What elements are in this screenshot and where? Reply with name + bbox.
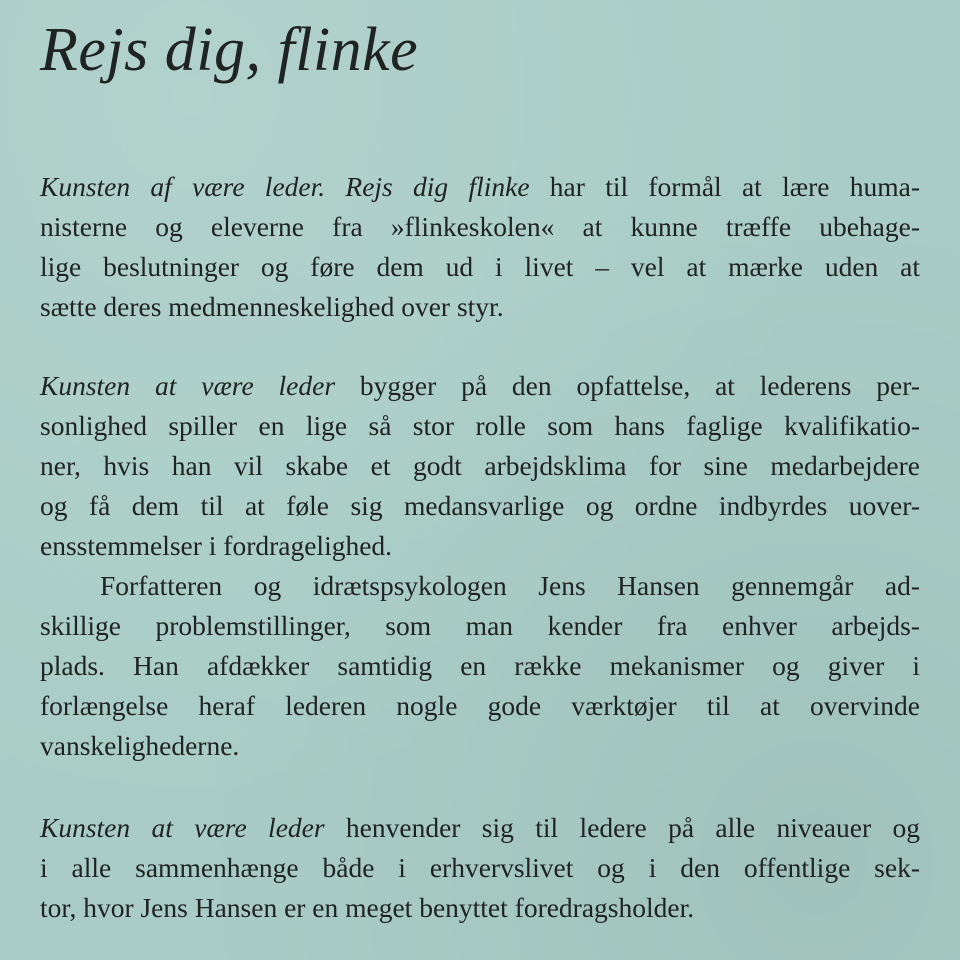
text-line: lige beslutninger og føre dem ud i livet – vel at mærke uden at bbox=[40, 251, 920, 283]
text-line: skillige problemstillinger, som man kender fra enhver arbejds- bbox=[40, 610, 920, 642]
text-line: i alle sammenhænge både i erhvervslivet og i den offentlige sek- bbox=[40, 852, 920, 884]
italic-book-title: Kunsten at være leder bbox=[40, 370, 336, 402]
text-line: sonlighed spiller en lige så stor rolle som hans faglige kvalifikatio- bbox=[40, 410, 920, 442]
text-line bbox=[40, 366, 920, 406]
paragraph-4 bbox=[40, 808, 920, 928]
paragraph-1 bbox=[40, 167, 920, 327]
text-span: har til formål at lære huma- bbox=[529, 171, 920, 203]
text-line: forlængelse heraf lederen nogle gode værktøjer til at overvinde bbox=[40, 690, 920, 722]
text-line: nisterne og eleverne fra »flinkeskolen« at kunne træffe ubehage- bbox=[40, 211, 920, 243]
text-line: tor, hvor Jens Hansen er en meget benyttet foredragsholder. bbox=[40, 892, 695, 924]
text-line: vanskelighederne. bbox=[40, 730, 240, 762]
italic-book-title: Kunsten af være leder. Rejs dig flinke bbox=[40, 171, 530, 203]
text-line: og få dem til at føle sig medansvarlige og ordne indbyrdes uover- bbox=[40, 490, 920, 522]
text-line: Forfatteren og idrætspsykologen Jens Hansen gennemgår ad- bbox=[100, 570, 920, 602]
paragraph-2 bbox=[40, 366, 920, 566]
text-line: sætte deres medmenneskelighed over styr. bbox=[40, 291, 504, 323]
text-line: ensstemmelser i fordragelighed. bbox=[40, 530, 393, 562]
text-line bbox=[40, 167, 920, 207]
italic-book-title: Kunsten at være leder bbox=[40, 812, 325, 844]
text-line bbox=[40, 808, 920, 848]
text-span: henvender sig til ledere på alle niveauer og bbox=[324, 812, 920, 844]
page-title: Rejs dig, flinke bbox=[40, 16, 419, 84]
book-back-cover bbox=[40, 18, 920, 928]
text-line: plads. Han afdækker samtidig en række mekanismer og giver i bbox=[40, 650, 920, 682]
text-span: bygger på den opfattelse, at lederens per- bbox=[335, 370, 920, 402]
text-line: ner, hvis han vil skabe et godt arbejdsklima for sine medarbejdere bbox=[40, 450, 920, 482]
paragraph-3 bbox=[40, 566, 920, 766]
